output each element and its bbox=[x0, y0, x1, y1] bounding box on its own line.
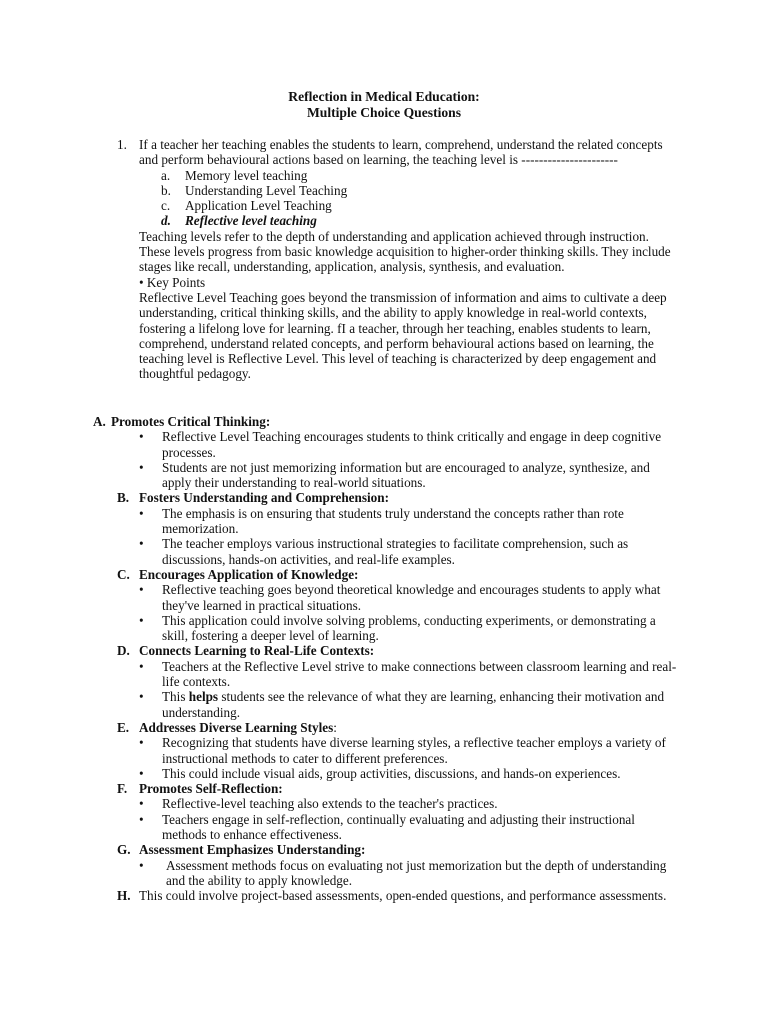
section-letter: F. bbox=[117, 781, 128, 797]
bullet-icon: • bbox=[139, 811, 144, 827]
section-letter: B. bbox=[117, 490, 130, 506]
bullet-icon: • bbox=[139, 429, 144, 445]
bullet-icon: • bbox=[139, 796, 144, 812]
bullet-text-bold: helps bbox=[188, 689, 219, 705]
option-letter: b. bbox=[161, 182, 171, 198]
bullet-text: Reflective-level teaching also extends to the teacher's practices. bbox=[162, 796, 498, 812]
question-text: If a teacher her teaching enables the students to learn, comprehend, understand the related concepts and perform behavioural actions based on learning, the teaching level is ---------------------- bbox=[139, 137, 663, 168]
bullet-icon: • bbox=[139, 689, 144, 705]
section-e-bullet bbox=[0, 735, 682, 766]
bullet-icon: • bbox=[139, 765, 144, 781]
section-heading-text: Addresses Diverse Learning Styles bbox=[139, 719, 334, 735]
option-text: Understanding Level Teaching bbox=[185, 182, 348, 198]
explanation-paragraph: Teaching levels refer to the depth of understanding and application achieved through instruction. These levels progress from basic knowledge acquisition to higher-order thinking skills. They include stages like recall, understanding, application, analysis, synthesis, and evaluation. bbox=[139, 228, 671, 275]
bullet-text: Reflective Level Teaching encourages students to think critically and engage in deep cognitive processes. bbox=[162, 429, 662, 460]
section-c-bullet bbox=[0, 613, 682, 644]
bullet-text: Teachers at the Reflective Level strive to make connections between classroom learning and real-life contexts. bbox=[162, 658, 677, 690]
option-text: Memory level teaching bbox=[185, 167, 308, 183]
section-letter: C. bbox=[117, 566, 130, 582]
section-c-bullet bbox=[0, 582, 682, 613]
section-a-bullet bbox=[0, 429, 682, 460]
bullet-icon: • bbox=[139, 857, 144, 873]
section-heading-text: Fosters Understanding and Comprehension: bbox=[139, 490, 389, 506]
option-letter: d. bbox=[161, 213, 171, 229]
section-d-bullet bbox=[0, 689, 682, 720]
section-letter: D. bbox=[117, 643, 130, 659]
bullet-icon: • bbox=[139, 735, 144, 751]
section-letter: E. bbox=[117, 719, 130, 735]
section-f-bullet bbox=[0, 796, 682, 811]
key-points-label: • Key Points bbox=[139, 274, 206, 290]
section-b-heading bbox=[0, 490, 768, 505]
bullet-text: Assessment methods focus on evaluating not just memorization but the depth of understanding and the ability to apply knowledge. bbox=[166, 857, 667, 888]
section-a-heading bbox=[0, 414, 768, 429]
bullet-icon: • bbox=[139, 612, 144, 628]
section-heading-suffix: : bbox=[333, 719, 337, 735]
question-number: 1. bbox=[117, 137, 127, 152]
bullet-text: The emphasis is on ensuring that students truly understand the concepts rather than rote memorization. bbox=[162, 505, 624, 537]
section-g-bullet bbox=[0, 858, 686, 889]
section-h-text: This could involve project-based assessments, open-ended questions, and performance assessments. bbox=[139, 888, 667, 904]
option-text: Reflective level teaching bbox=[185, 213, 317, 229]
bullet-text-post: students see the relevance of what they are learning, enhancing their motivation and understanding. bbox=[162, 689, 665, 720]
key-points-paragraph: Reflective Level Teaching goes beyond the transmission of information and aims to cultivate a deep understanding, critical thinking skills, and the ability to apply knowledge in real-world contexts, fostering a lifelong love for learning. fI a teacher, through her teaching, enables students to learn, comprehend, understand related concepts, and perform behavioural actions based on learning, the teaching level is Reflective Level. This level of teaching is characterized by deep engagement and thoughtful pedagogy. bbox=[139, 289, 667, 382]
section-heading-text: Assessment Emphasizes Understanding: bbox=[139, 842, 366, 858]
section-e-heading bbox=[0, 720, 768, 735]
bullet-icon: • bbox=[139, 658, 144, 674]
option-d-correct bbox=[139, 213, 677, 228]
bullet-icon: • bbox=[139, 459, 144, 475]
bullet-text: This could include visual aids, group activities, discussions, and hands-on experiences. bbox=[162, 765, 621, 781]
bullet-text: Recognizing that students have diverse learning styles, a reflective teacher employs a variety of instructional methods to cater to different preferences. bbox=[162, 735, 666, 766]
option-text: Application Level Teaching bbox=[185, 198, 332, 214]
section-heading-text: Connects Learning to Real-Life Contexts: bbox=[139, 643, 375, 659]
section-b-bullet bbox=[0, 536, 682, 567]
option-a bbox=[139, 168, 677, 183]
option-letter: a. bbox=[161, 167, 171, 183]
section-a-bullet bbox=[0, 460, 682, 491]
section-heading-text: Promotes Self-Reflection: bbox=[139, 781, 283, 797]
sections-list bbox=[0, 414, 768, 904]
section-e-bullet bbox=[0, 766, 682, 781]
bullet-text-pre: This bbox=[162, 689, 189, 705]
document-title-line2: Multiple Choice Questions bbox=[306, 105, 462, 120]
option-b bbox=[139, 183, 677, 198]
section-heading-text: Promotes Critical Thinking: bbox=[111, 414, 271, 429]
question-1 bbox=[117, 137, 677, 382]
section-letter: A. bbox=[93, 414, 106, 429]
bullet-text: Reflective teaching goes beyond theoretical knowledge and encourages students to apply what they've learned in practical situations. bbox=[162, 582, 661, 613]
bullet-text: The teacher employs various instructional strategies to facilitate comprehension, such as discussions, hands-on activities, and real-life examples. bbox=[162, 536, 629, 567]
section-letter: G. bbox=[117, 842, 131, 858]
section-h bbox=[0, 888, 679, 903]
answer-options bbox=[139, 168, 677, 229]
bullet-text: Teachers engage in self-reflection, continually evaluating and adjusting their instructional methods to enhance effectiveness. bbox=[162, 811, 635, 843]
section-f-bullet bbox=[0, 812, 682, 843]
bullet-icon: • bbox=[139, 536, 144, 552]
section-g-heading bbox=[0, 842, 768, 857]
section-b-bullet bbox=[0, 506, 682, 537]
option-letter: c. bbox=[161, 198, 171, 214]
option-c bbox=[139, 198, 677, 213]
document-title-line1: Reflection in Medical Education: bbox=[288, 89, 480, 104]
bullet-text: Students are not just memorizing information but are encouraged to analyze, synthesize, and apply their understanding to real-world situations. bbox=[162, 459, 650, 491]
bullet-icon: • bbox=[139, 505, 144, 521]
section-d-bullet bbox=[0, 659, 682, 690]
section-f-heading bbox=[0, 781, 768, 796]
section-letter: H. bbox=[117, 888, 131, 904]
section-d-heading bbox=[0, 643, 768, 658]
section-c-heading bbox=[0, 567, 768, 582]
section-heading-text: Encourages Application of Knowledge: bbox=[139, 566, 359, 582]
bullet-text: This application could involve solving problems, conducting experiments, or demonstrating a skill, fostering a deeper level of learning. bbox=[162, 612, 656, 644]
bullet-icon: • bbox=[139, 582, 144, 598]
